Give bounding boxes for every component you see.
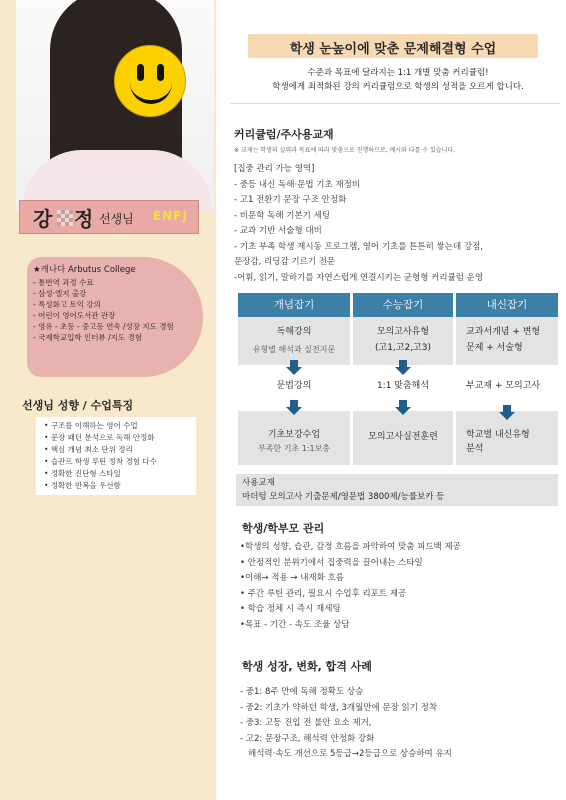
parent-lines (240, 540, 560, 633)
block-title: 문법강의 (276, 381, 312, 391)
block-title: 학교별 내신유형 (466, 430, 530, 440)
down-arrow-icon (286, 400, 302, 415)
column-block-3 (353, 430, 453, 444)
profile-heading: ★캐나다 Arbutus College (33, 265, 136, 275)
name-blur-mosaic (57, 210, 73, 226)
growth-line: 해석력·속도 개선으로 5등급→2등급으로 상승하여 유지 (248, 749, 452, 759)
growth-line: - 중3: 고등 진입 전 불안 요소 제거, (240, 718, 372, 728)
textbook-label: 사용교재 (242, 478, 275, 488)
curriculum-note: ※ 교재는 학생의 실력과 목표에 따라 맞춤으로 진행하므로, 예시와 다를 수 있습니다. (234, 147, 456, 154)
down-arrow-icon (395, 400, 411, 415)
curriculum-line: - 중등 내신 독해·문법 기초 재정비 (234, 179, 361, 190)
teacher-title: 선생님 (99, 212, 134, 226)
block-sub: 문제 + 서술형 (466, 343, 523, 353)
block-sub: 부족한 기초 1:1보충 (257, 444, 331, 453)
trait-item: • 정확한 진단형 스타일 (44, 468, 188, 480)
intro-line: 학생에게 최적화된 강의 커리큘럼으로 학생의 성적을 오르게 합니다. (272, 82, 524, 92)
column-block-1 (456, 325, 558, 355)
block-title: 기초보강수업 (267, 430, 321, 440)
smiley-mouth (130, 78, 172, 104)
parent-line: •목표 - 기간 - 속도 조율 상담 (240, 619, 350, 630)
profile-item: - 통번역 과정 수료 (33, 278, 94, 287)
block-sub: 유형별 해석과 실전지문 (252, 345, 336, 354)
profile-item: - 어린이 영어도서관 관장 (33, 311, 116, 320)
trait-item: • 핵심 개념 최소 단위 정리 (44, 444, 188, 456)
down-arrow-icon (499, 405, 515, 420)
teacher-name-last: 정 (74, 207, 94, 231)
column-header: 수능잡기 (353, 293, 453, 317)
trait-item: • 정확한 반복을 우선함 (44, 480, 188, 492)
profile-item: - 삼성·엘지 출강 (33, 289, 87, 298)
column-block-1 (353, 325, 453, 355)
growth-line: - 중1: 8주 만에 독해 정확도 상승 (240, 687, 364, 697)
parent-line: •이해→ 적용 → 내재화 흐름 (240, 573, 344, 583)
block-title: 교과서개념 + 변형 (466, 327, 541, 337)
curriculum-line: [집중 관리 가능 영역] (234, 164, 315, 174)
column-block-2 (238, 379, 350, 393)
growth-lines (240, 685, 560, 763)
curriculum-line: - 고1 전환기 문장 구조 안정화 (234, 195, 347, 205)
profile-item: - 국제학교입학 인터뷰 /지도 경험 (33, 333, 142, 342)
column-block-1 (238, 325, 350, 357)
parent-line: • 안정적인 분위기에서 집중력을 끌어내는 스타일 (240, 557, 423, 568)
divider (230, 103, 560, 104)
column-block-3 (456, 428, 558, 456)
parent-line: • 주간 루틴 관리, 필요시 수업후 리포트 제공 (240, 588, 407, 599)
column-block-2 (353, 379, 453, 393)
curriculum-title: 커리큘럼/주사용교재 (234, 128, 334, 141)
trait-item: • 구조를 이해하는 영어 수업 (44, 420, 188, 432)
column-block-3 (238, 428, 350, 456)
headline-banner (248, 34, 538, 58)
left-sidebar (0, 0, 216, 800)
trait-list (36, 417, 196, 495)
parent-line: • 학습 정체 시 즉시 재세팅 (240, 604, 341, 614)
curriculum-column-suneung (353, 293, 453, 465)
curriculum-column-concept (238, 293, 350, 465)
curriculum-line: -어휘, 읽기, 말하기를 자연스럽게 연결시키는 균형형 커리큘럼 운영 (234, 272, 484, 283)
profile-item: - 영유 - 초등 - 중고등 연속 /성장 지도 경험 (33, 322, 174, 331)
profile-item: - 특성화고 토익 강의 (33, 300, 101, 309)
headline: 학생 눈높이에 맞춘 문제해결형 수업 (289, 42, 497, 57)
curriculum-line: - 비문학 독해 기본기 세팅 (234, 210, 330, 221)
teacher-name-first: 강 (33, 207, 53, 231)
block-title: 모의고사실전훈련 (368, 432, 438, 442)
column-block-2 (456, 379, 558, 393)
block-title: 부교재 + 모의고사 (466, 381, 541, 391)
growth-section-title: 학생 성장, 변화, 합격 사례 (242, 660, 372, 673)
column-header: 개념잡기 (238, 293, 350, 317)
mbti-badge: ENFJ (153, 209, 188, 223)
column-header: 내신잡기 (456, 293, 558, 317)
trait-item: • 습관프 학생 루틴 정착 경험 다수 (44, 456, 188, 468)
block-sub: 분석 (466, 444, 484, 454)
curriculum-line: - 기초 부족 학생 재시동 프로그램, 영어 기초를 튼튼히 쌓는데 강점, (234, 241, 483, 252)
curriculum-line: 문장감, 리딩감 기르기 전문 (234, 257, 336, 267)
trait-section (22, 397, 202, 493)
growth-line: - 고2: 문장구조, 해석력 안정화 강화 (240, 733, 375, 744)
parent-section-title: 학생/학부모 관리 (242, 522, 325, 535)
curriculum-line: - 교과 기반 서술형 대비 (234, 226, 322, 236)
parent-line: •학생의 성향, 습관, 감정 흐름을 파악하여 맞춤 피드백 제공 (240, 542, 461, 552)
trait-title: 선생님 성향 / 수업특징 (22, 399, 134, 412)
down-arrow-icon (395, 360, 411, 375)
teacher-photo (16, 0, 214, 212)
trait-item: • 문장 패턴 분석으로 독해 안정화 (44, 432, 188, 444)
textbook-box (236, 474, 558, 506)
curriculum-column-naesin (456, 293, 558, 465)
curriculum-lines (234, 162, 560, 286)
growth-line: - 중2: 기초가 약하던 학생, 3개월만에 문장 읽기 정착 (240, 702, 438, 713)
smiley-face-icon (114, 45, 186, 117)
block-title: 1:1 맞춤해석 (376, 381, 430, 391)
block-sub: (고1,고2,고3) (374, 343, 431, 353)
down-arrow-icon (286, 360, 302, 375)
block-title: 독해강의 (276, 327, 312, 337)
teacher-namecard (19, 200, 199, 234)
intro-text (238, 66, 558, 94)
main-content (216, 0, 566, 800)
intro-line: 수준과 목표에 달라지는 1:1 개별 맞춤 커리큘럼! (307, 68, 489, 78)
profile-box (27, 257, 203, 377)
textbook-value: 마더텅 모의고사 기출문제/영문법 3800제/능률보카 등 (242, 492, 445, 502)
block-title: 모의고사유형 (376, 327, 430, 337)
